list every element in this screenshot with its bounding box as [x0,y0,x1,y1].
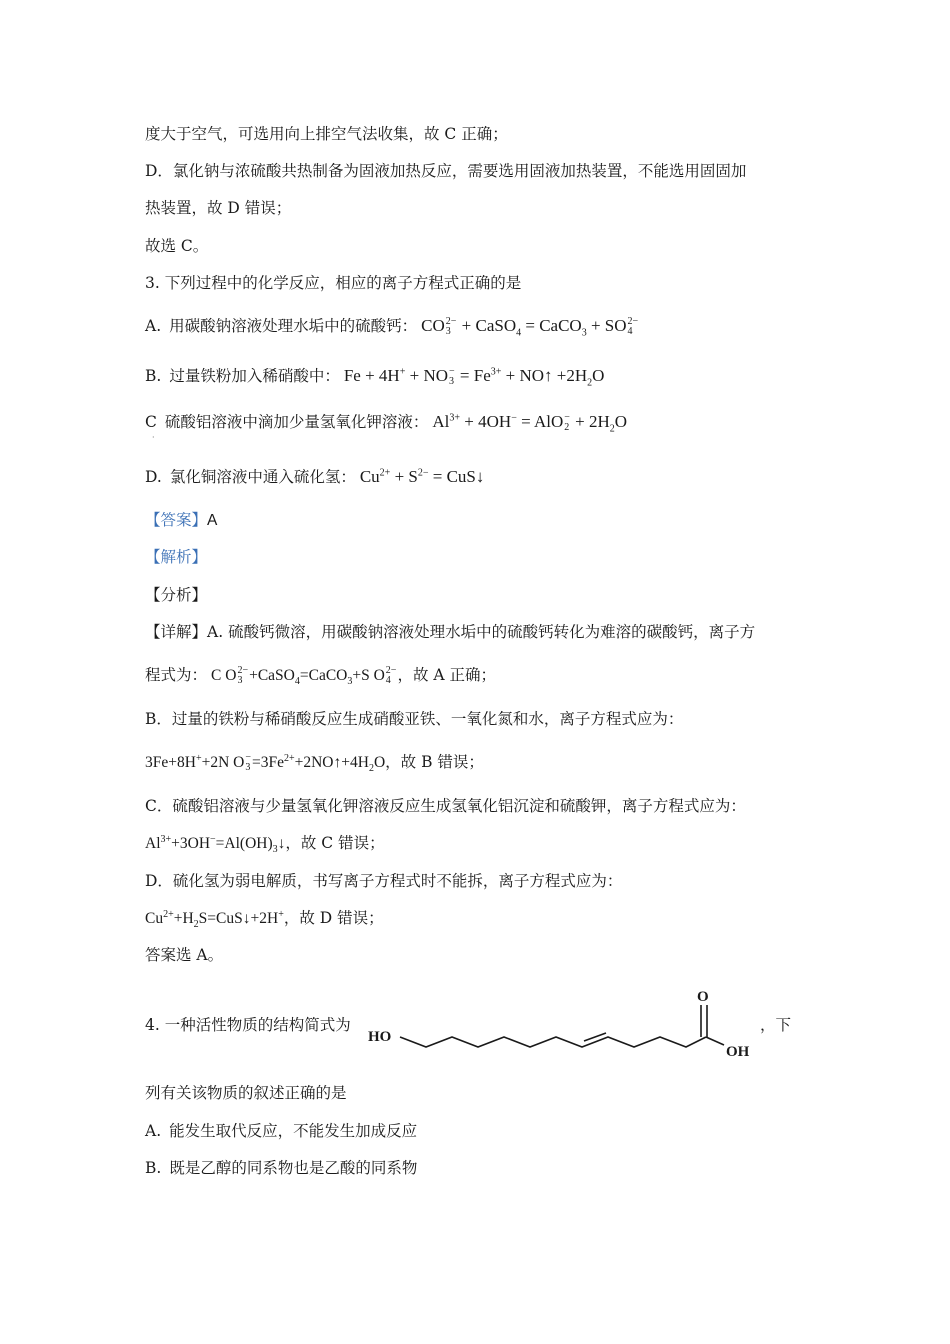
o-label: O [697,989,709,1005]
equation: CO 2− 3 + CaSO$_4$ = CaCO$_3$ + SO 2− 4 [421,316,639,339]
detail-c1: C．硫酸铝溶液与少量氢氧化钾溶液反应生成氢氧化铝沉淀和硫酸钾，离子方程式应为： [145,797,746,815]
answer-tag: 【答案】 [145,511,208,529]
detail-text: ，故 D 错误； [283,909,384,927]
detail-end: 答案选 A。 [145,946,224,964]
answer-value: A [207,512,218,529]
structure-formula [368,985,768,1070]
oh-label: OH [726,1044,750,1060]
option-text: 用碳酸钠溶液处理水垢中的硫酸钙： [169,317,418,335]
detail-text: ，故 C 错误； [285,834,385,852]
option-text: 硫酸铝溶液中滴加少量氢氧化钾溶液： [164,413,429,431]
equation: $Cu^{2+} + S^{2-}$ = CuS↓ [359,467,485,486]
equation: 3Fe+8H++2N O − 3 $=3Fe^{2+}+2NO↑+4H_2O$ [145,752,386,775]
option-b [145,366,604,387]
oh-bond [706,1037,724,1045]
text-line: D．氯化钠与浓硫酸共热制备为固液加热反应，需要选用固液加热装置，不能选用固固加 [145,162,747,180]
equation: $Al^{3+}+3OH^-=Al(OH)_3↓$ [145,833,286,856]
equation: Fe + 4H+ + NO − 3 = $Fe^{3+}$ + NO↑ $+2H_2O$ [343,366,605,389]
fenxi-tag: 【分析】 [145,586,208,604]
detail-b1: B．过量的铁粉与稀硝酸反应生成硝酸亚铁、一氧化氮和水，离子方程式应为： [145,710,684,728]
detail-text: A. 硫酸钙微溶，用碳酸钠溶液处理水垢中的硫酸钙转化为难溶的碳酸钙，离子方 [207,623,756,641]
option-text: 过量铁粉加入稀硝酸中： [169,367,340,385]
option-label: B. [145,367,162,385]
analysis-tag: 【解析】 [145,548,208,566]
option-label: A. [145,317,162,335]
option-label: C [145,413,157,431]
equation: C O 2− 3 +CaSO$_4$=CaCO$_3$+S O 2− 4 [211,665,397,688]
detail-c2 [145,833,385,854]
question-4-stem [145,1015,351,1035]
detail-d2 [145,908,384,929]
option-c [145,412,627,433]
question-4-stem2: 列有关该物质的叙述正确的是 [145,1084,347,1102]
question-3-stem: 3. 下列过程中的化学反应，相应的离子方程式正确的是 [145,274,522,292]
text-line: 故选 C。 [145,237,209,255]
option-text: 氯化铜溶液中通入硫化氢： [169,468,356,486]
option-label: A. [145,1122,162,1140]
detail-text: ，故 B 错误； [385,753,484,771]
detail-a1 [145,622,755,642]
detail-text: ，故 A 正确； [397,666,496,684]
carbon-chain [400,1037,706,1047]
option-d [145,467,484,487]
option-label: D. [145,468,162,486]
equation: $Cu^{2+}+H_2S=CuS↓+2H^+$ [145,908,284,931]
detail-d1: D．硫化氢为弱电解质，书写离子方程式时不能拆，离子方程式应为： [145,872,623,890]
ho-label: HO [368,1029,392,1045]
option-a [145,316,639,337]
text-line: 热装置，故 D 错误； [145,199,292,217]
detail-text: 程式为： [145,666,208,684]
detail-a2 [145,665,496,686]
option-label: B. [145,1159,162,1177]
option-text: 既是乙醇的同系物也是乙酸的同系物 [169,1159,418,1177]
stem-text: 4. 一种活性物质的结构简式为 [145,1016,351,1034]
detail-tag: 【详解】 [145,623,208,641]
dot-mark: · [152,433,155,442]
option-b [145,1158,417,1178]
text-line: 度大于空气，可选用向上排空气法收集，故 C 正确； [145,125,508,143]
detail-b2 [145,752,484,773]
question-4-stem-suffix: ，下 [760,1016,792,1034]
option-a [145,1121,417,1141]
answer-line [145,510,217,531]
equation: $Al^{3+} + 4OH^-$ = AlO − 2 + $2H_2O$ [432,412,628,435]
option-text: 能发生取代反应，不能发生加成反应 [169,1122,418,1140]
